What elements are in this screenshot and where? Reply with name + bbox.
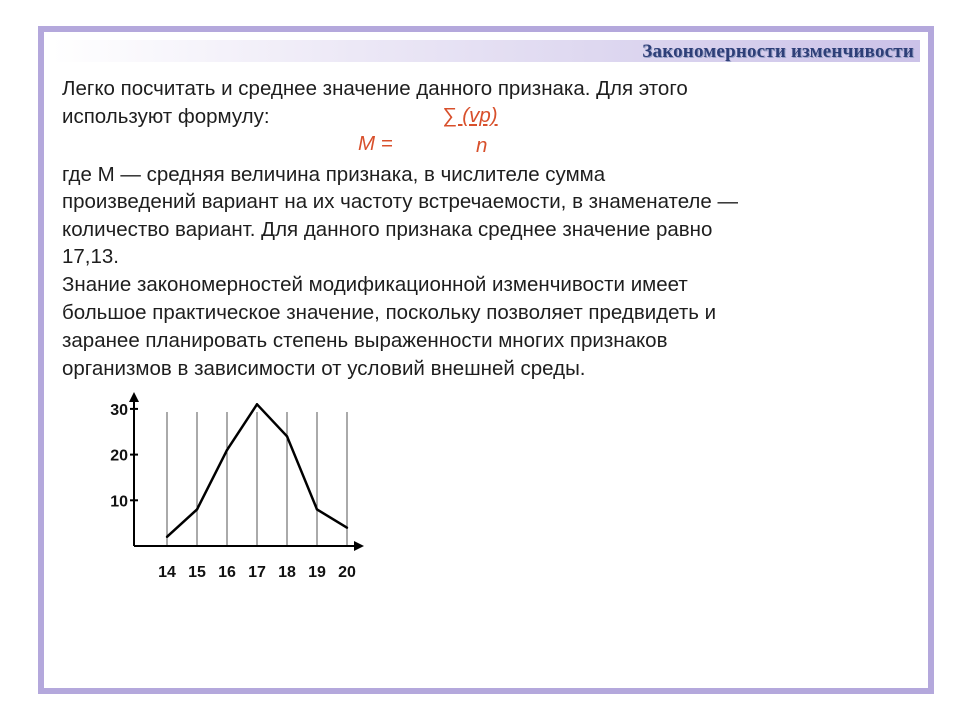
y-tick-label: 30 <box>110 401 128 419</box>
data-point <box>346 527 348 529</box>
x-tick-label: 19 <box>308 564 326 581</box>
x-tick-label: 15 <box>188 564 206 581</box>
body-line: заранее планировать степень выраженности многих признаков <box>62 329 668 352</box>
data-point <box>226 449 228 451</box>
body-line: где М — средняя величина признака, в числителе сумма <box>62 163 606 186</box>
data-point <box>256 403 258 405</box>
body-line: Знание закономерностей модификационной изменчивости имеет <box>62 273 688 296</box>
body-line: организмов в зависимости от условий внешней среды. <box>62 357 586 380</box>
body-line: Легко посчитать и среднее значение данного признака. Для этого <box>62 77 688 100</box>
slide-title: Закономерности изменчивости <box>642 41 914 62</box>
formula-numerator: ∑ (vp) <box>442 104 498 127</box>
x-tick-label: 18 <box>278 564 296 581</box>
x-tick-label: 20 <box>338 564 356 581</box>
body-line: количество вариант. Для данного признака среднее значение равно <box>62 218 713 241</box>
formula-lhs: M = <box>358 132 393 155</box>
body-line: произведений вариант на их частоту встречаемости, в знаменателе — <box>62 190 738 213</box>
x-tick-label: 17 <box>248 564 266 581</box>
title-bar <box>52 40 920 62</box>
x-tick-label: 14 <box>158 564 176 581</box>
y-tick-label: 10 <box>110 493 128 511</box>
data-point <box>316 508 318 510</box>
body-line: 17,13. <box>62 245 119 268</box>
body-line: большое практическое значение, поскольку позволяет предвидеть и <box>62 301 717 324</box>
x-tick-label: 16 <box>218 564 236 581</box>
body-line: используют формулу: <box>62 105 270 128</box>
x-axis-arrow <box>354 541 364 551</box>
y-axis-arrow <box>129 392 139 402</box>
data-point <box>196 508 198 510</box>
data-point <box>166 536 168 538</box>
data-point <box>286 435 288 437</box>
formula-denominator: n <box>476 134 488 157</box>
y-tick-label: 20 <box>110 447 128 465</box>
line-chart <box>92 390 382 590</box>
